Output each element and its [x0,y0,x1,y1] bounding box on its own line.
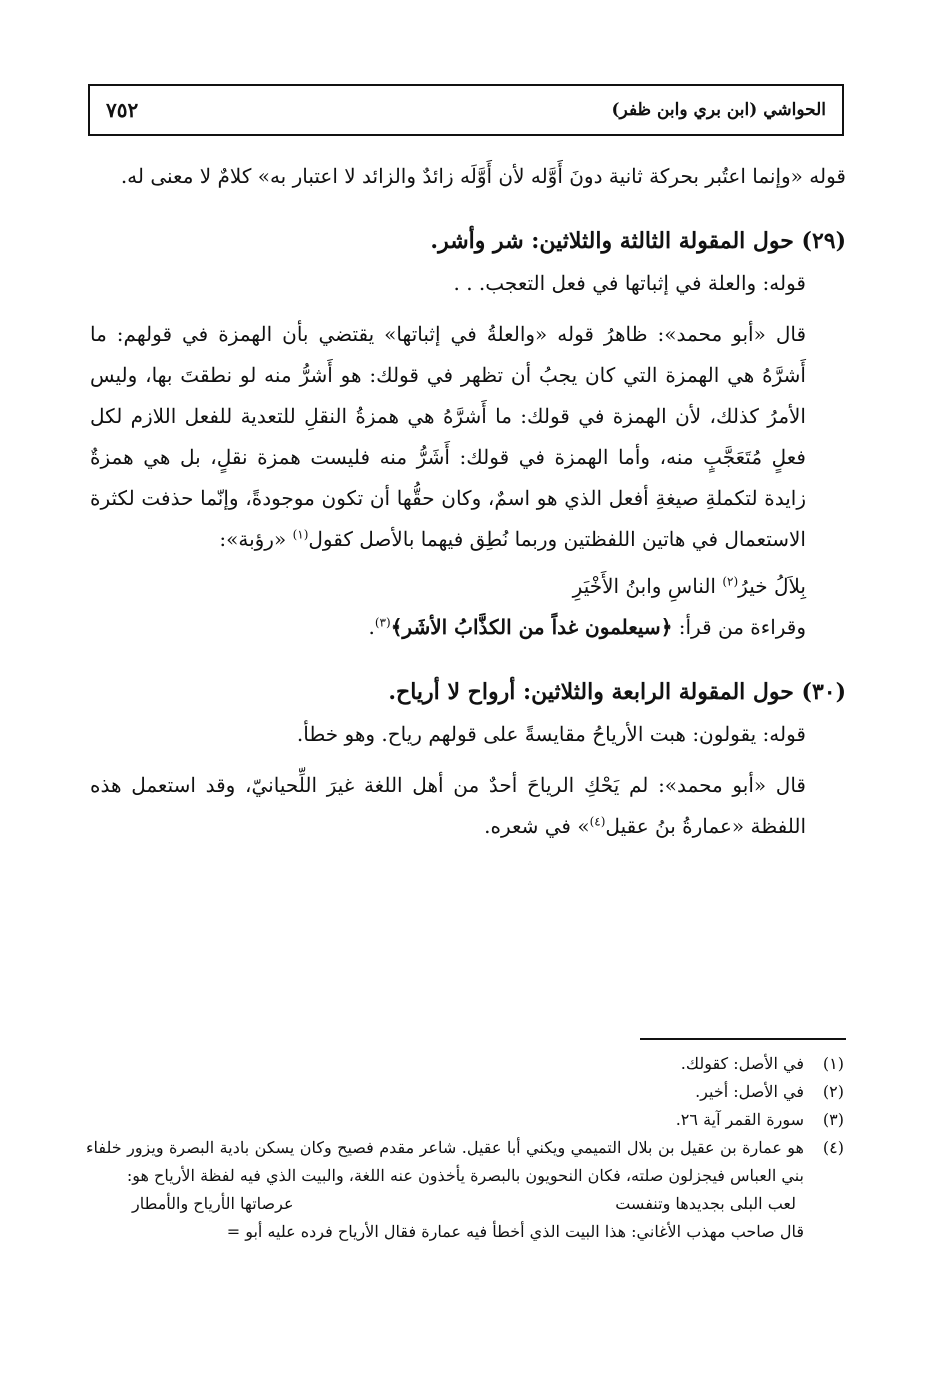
footnote-number: (١) [822,1054,844,1073]
footnote-text: سورة القمر آية ٢٦. [675,1110,804,1129]
quoted-statement: قوله: والعلة في إثباتها في فعل التعجب. . . [453,271,806,295]
quran-quote: ﴿سيعلمون غداً من الكذَّابُ الأشَر﴾ [390,615,673,639]
footnote-number: (٢) [822,1082,844,1101]
footnote-text: في الأصل: كقولك. [680,1054,804,1073]
page-header [88,84,844,136]
verse-hemistich: عرصاتها الأرياح والأمطار [132,1194,294,1213]
footnote-text: هو عمارة بن عقيل بن بلال التميمي ويكني أبا عقيل. شاعر مقدم فصيح وكان يسكن بادية البصرة ويزور خلفاء بني العباس فيجزلون صلته، فكان النحويون بالبصرة يأخذون عنه اللغة، والبيت الذي فيه لفظة الأرياح هو: [86,1138,804,1185]
footnote-continuation [86,1218,848,1246]
paragraph-text: «رؤبة»: [219,527,293,551]
reading-text: وقراءة من قرأ: [672,615,806,639]
verse-text: بِلاَلُ خيرُ [738,574,806,598]
footnote-ref: (٣) [374,615,391,630]
footnote-ref: (٤) [589,814,606,829]
paragraph: قوله «وإنما اعتُبر بحركة ثانية دونَ أَوَّله لأن أَوَّلَه زائدٌ والزائد لا اعتبار به» كلامٌ لا معنى له. [120,164,846,188]
verse-line [90,566,846,607]
footnote [86,1134,848,1190]
footnote [86,1078,848,1106]
paragraph-text: قال «أبو محمد»: لم يَحْكِ الرياحَ أحدٌ من أهل اللغة غيرَ اللِّحيانيّ، وقد استعمل هذه اللفظة «عمارةُ بنُ عقيل [90,773,806,838]
verse-text: الناسِ وابنُ الأَخْيَرِ [572,574,723,598]
verse-hemistich: لعب البلى بجديدها وتنفست [615,1194,796,1213]
footnote-number: (٤) [822,1138,844,1157]
quran-reading [90,607,846,648]
footnote-ref: (١) [292,527,309,542]
footnote-text: قال صاحب مهذب الأغاني: هذا البيت الذي أخطأ فيه عمارة فقال الأرياح فرده عليه أبو = [226,1222,804,1241]
footnote-text: في الأصل: أخير. [695,1082,804,1101]
page-number: ٧٥٢ [106,98,139,122]
footnote-verse [86,1190,848,1218]
paragraph-text: قال «أبو محمد»: ظاهرُ قوله «والعلةُ في إثباتها» يقتضي بأن الهمزة في قولهم: ما أَشرَّهُ هي الهمزة التي كان يجبُ أن تظهر في قولك: هو أَشرُّ منه لو نطقتَ بها، وليس الأمرُ كذلك، لأن الهمزة في قولك: ما أَشرَّهُ هي همزةُ النقلِ للتعدية للفعل اللازم لكل فعلٍ مُتَعَجَّبٍ منه، وأما الهمزة في قولك: أَشَرُّ منه فليست همزة نقلٍ، بل هي همزةٌ زايدة لتكملةِ صيغةِ أفعل الذي هو اسمٌ، وكان حقُّها أن تكون موجودةً، وإنّما حذفت لكثرة الاستعمال في هاتين اللفظتين وربما نُطِق فيهما بالأصل كقول [90,322,806,551]
section-heading-29: (٢٩) حول المقولة الثالثة والثلاثين: شر وأشر. [430,228,846,254]
paragraph [90,314,846,560]
footnote-divider [640,1038,846,1040]
footnote-number: (٣) [822,1110,844,1129]
paragraph [90,765,846,847]
main-text [90,156,846,847]
section-heading-30: (٣٠) حول المقولة الرابعة والثلاثين: أرواح لا أرياح. [388,679,846,705]
footnote-ref: (٢) [722,574,739,589]
paragraph-text: » في شعره. [484,814,590,838]
reading-text: . [368,615,375,639]
footnote [86,1050,848,1078]
footnotes [86,1050,848,1246]
footnote [86,1106,848,1134]
running-title: الحواشي (ابن بري وابن ظفر) [611,100,826,120]
quoted-statement: قوله: يقولون: هبت الأرياحُ مقايسةً على قولهم رياح. وهو خطأ. [296,722,806,746]
